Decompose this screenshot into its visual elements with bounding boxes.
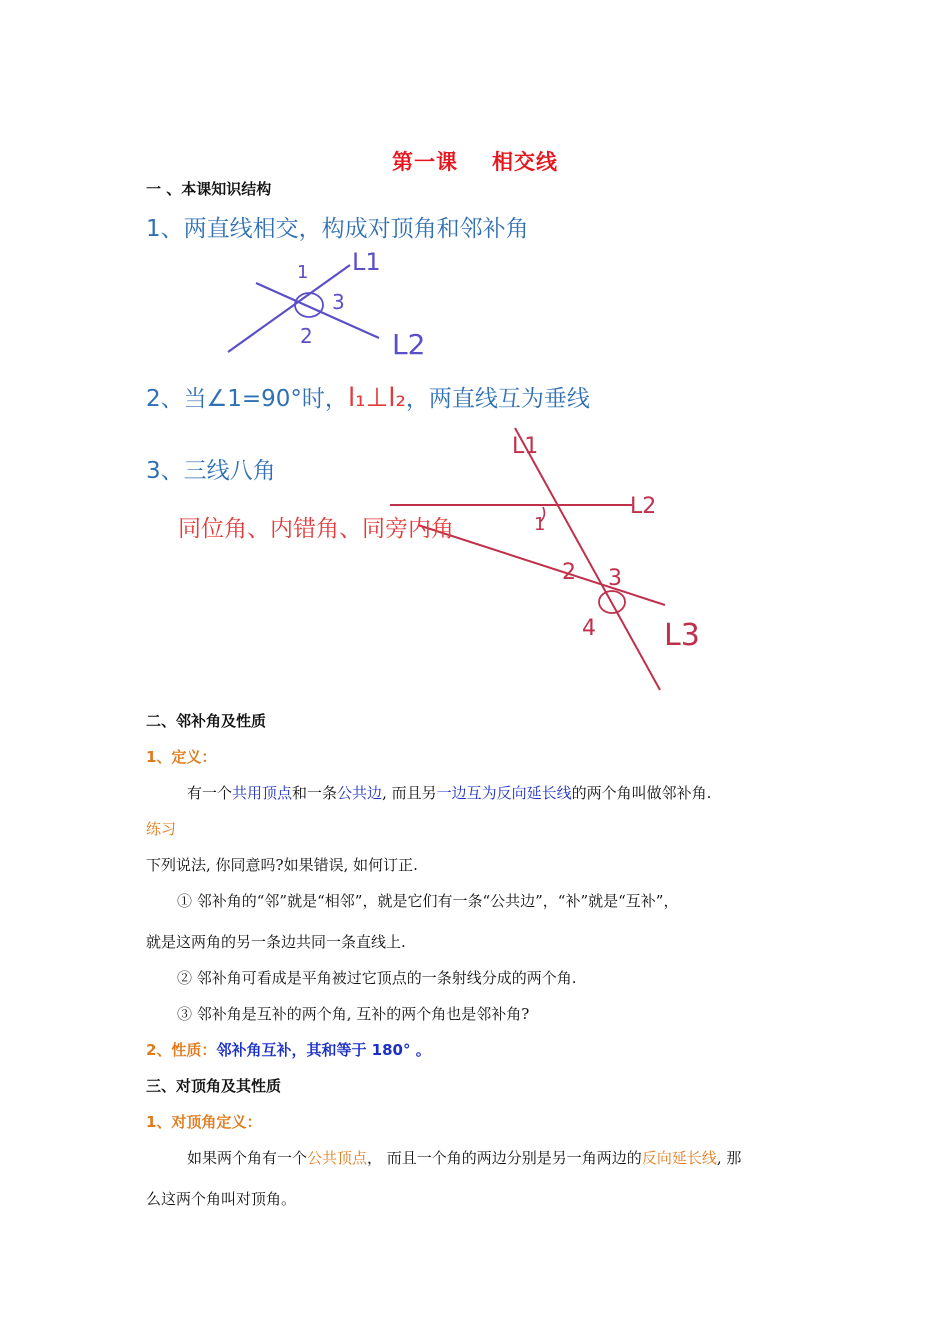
vdef-text-2: ， 而且一个角的两边分别是另一角两边的 xyxy=(367,1149,642,1167)
line-l3 xyxy=(418,525,665,605)
def-text-4: 的两个角叫做邻补角. xyxy=(571,784,712,802)
fig2-angle1: 1 xyxy=(534,514,546,535)
title-part1: 第一课 xyxy=(392,150,458,174)
vdef-highlight-reverse-extension: 反向延长线 xyxy=(641,1149,717,1167)
fig1-label-l2: L2 xyxy=(392,328,426,361)
fig1-angle3: 3 xyxy=(332,290,345,314)
vdef-text-1: 如果两个角有一个 xyxy=(187,1149,308,1167)
structure-item3-sub: 同位角、内错角、同旁内角 xyxy=(178,516,454,542)
fig2-angle4: 4 xyxy=(582,616,596,641)
vertical-def-label: 1、对顶角定义： xyxy=(146,1113,262,1131)
def-text-1: 有一个 xyxy=(187,784,233,802)
adjacent-property xyxy=(146,1039,431,1060)
fig1-angle2: 2 xyxy=(300,324,313,348)
fig1-angle1: 1 xyxy=(297,262,309,283)
vdef-highlight-common-vertex: 公共顶点 xyxy=(307,1149,368,1167)
fig2-label-l1: L1 xyxy=(512,434,539,459)
section2-heading: 二、邻补角及性质 xyxy=(146,712,267,730)
fig1-label-l1: L1 xyxy=(352,248,381,276)
line-l2 xyxy=(256,283,379,338)
def-highlight-reverse-extension: 一边互为反向延长线 xyxy=(436,784,572,802)
fig2-label-l3: L3 xyxy=(664,618,700,653)
fig2-angle2: 2 xyxy=(562,560,576,585)
property-label: 2、性质： xyxy=(146,1041,217,1059)
def-highlight-common-side: 公共边 xyxy=(337,784,383,802)
structure-item2 xyxy=(146,380,590,413)
line-l1-transversal xyxy=(515,428,660,690)
title-part2: 相交线 xyxy=(492,150,558,174)
angle-mark-circle xyxy=(295,293,323,317)
adjacent-def-label: 1、定义： xyxy=(146,748,217,766)
def-text-3: , 而且另 xyxy=(382,784,437,802)
def-highlight-common-vertex: 共用顶点 xyxy=(232,784,293,802)
section1-heading: 一 、本课知识结构 xyxy=(146,180,272,198)
def-text-2: 和一条 xyxy=(292,784,338,802)
adjacent-definition xyxy=(187,782,711,803)
fig2-label-l2: L2 xyxy=(630,494,657,519)
section3-heading: 三、对顶角及其性质 xyxy=(146,1077,282,1095)
vertical-definition-line2: 么这两个角叫对顶角。 xyxy=(146,1190,297,1208)
vdef-text-3: , 那 xyxy=(716,1149,742,1167)
structure-item3: 3、三线八角 xyxy=(146,458,276,484)
item2-perpendicular: l₁⊥l₂ xyxy=(347,383,406,413)
vertical-definition-line1 xyxy=(187,1147,741,1168)
statement-3: ③ 邻补角是互补的两个角, 互补的两个角也是邻补角? xyxy=(177,1005,530,1023)
structure-item1: 1、两直线相交，构成对顶角和邻补角 xyxy=(146,216,529,242)
item2-suffix: ，两直线互为垂线 xyxy=(405,386,590,412)
statement-1-line1: ① 邻补角的“邻”就是“相邻”，就是它们有一条“公共边”，“补”就是“互补”， xyxy=(177,892,679,910)
statement-2: ② 邻补角可看成是平角被过它顶点的一条射线分成的两个角. xyxy=(177,969,577,987)
practice-label: 练习 xyxy=(146,820,177,838)
fig2-angle3: 3 xyxy=(608,566,622,591)
statement-1-line2: 就是这两角的另一条边共同一条直线上. xyxy=(146,933,406,951)
property-text: 邻补角互补，其和等于 180° 。 xyxy=(216,1041,431,1059)
practice-question: 下列说法, 你同意吗?如果错误, 如何订正. xyxy=(146,856,418,874)
item2-prefix: 2、当∠1=90°时， xyxy=(146,386,348,412)
